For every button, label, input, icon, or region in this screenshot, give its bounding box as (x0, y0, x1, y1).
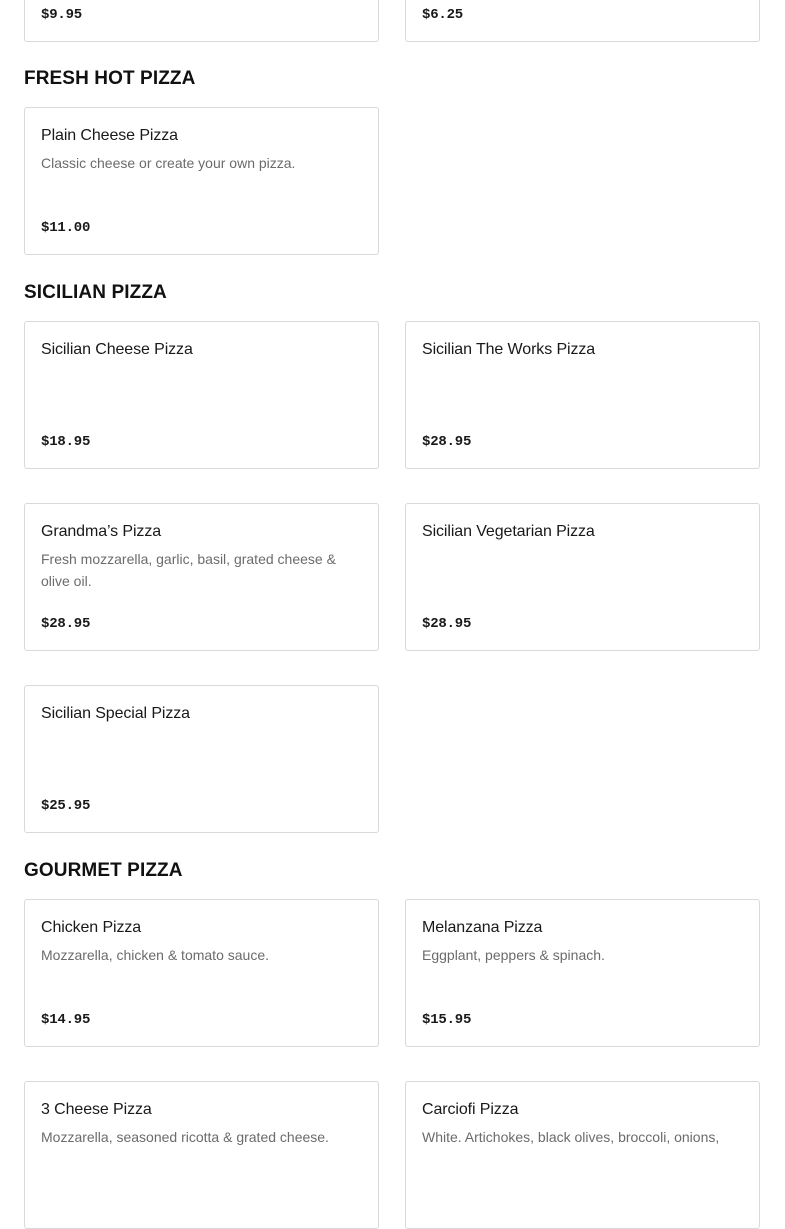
item-price: $14.95 (41, 1012, 91, 1028)
menu-item-card[interactable] (405, 899, 760, 1047)
item-price: $25.95 (41, 798, 91, 814)
item-price: $28.95 (422, 434, 472, 450)
menu-item-card[interactable] (405, 0, 760, 42)
item-description: Classic cheese or create your own pizza. (41, 155, 296, 171)
item-price: $15.95 (422, 1012, 472, 1028)
item-description: Eggplant, peppers & spinach. (422, 947, 605, 963)
item-name: Chicken Pizza (41, 919, 142, 936)
item-description: White. Artichokes, black olives, broccoli, onions, (422, 1129, 720, 1145)
menu-item-card[interactable] (24, 321, 379, 469)
section-title-sicilian-pizza: SICILIAN PIZZA (24, 282, 167, 303)
section-title-gourmet-pizza: GOURMET PIZZA (24, 860, 183, 881)
item-name: Sicilian Vegetarian Pizza (422, 523, 595, 540)
menu-item-card[interactable] (405, 321, 760, 469)
item-price: $18.95 (41, 434, 91, 450)
section-title-fresh-hot-pizza: FRESH HOT PIZZA (24, 68, 196, 89)
item-price: $28.95 (422, 616, 472, 632)
menu-item-card[interactable] (405, 1081, 760, 1229)
item-description: Mozzarella, seasoned ricotta & grated cheese. (41, 1129, 329, 1145)
menu-item-card[interactable] (24, 107, 379, 255)
item-name: Plain Cheese Pizza (41, 127, 178, 144)
item-name: Grandma’s Pizza (41, 523, 162, 540)
item-name: Melanzana Pizza (422, 919, 543, 936)
menu-item-card[interactable] (405, 503, 760, 651)
menu-item-card[interactable] (24, 503, 379, 651)
item-description: Mozzarella, chicken & tomato sauce. (41, 947, 269, 963)
item-name: Sicilian Cheese Pizza (41, 341, 193, 358)
item-name: Sicilian The Works Pizza (422, 341, 596, 358)
item-price: $11.00 (41, 220, 91, 236)
item-name: Sicilian Special Pizza (41, 705, 190, 722)
item-price: $28.95 (41, 616, 91, 632)
item-price: $9.95 (41, 7, 83, 23)
item-price: $6.25 (422, 7, 464, 23)
item-description: Fresh mozzarella, garlic, basil, grated cheese & olive oil. (41, 551, 336, 589)
menu-item-card[interactable] (24, 899, 379, 1047)
item-name: Carciofi Pizza (422, 1101, 519, 1118)
item-name: 3 Cheese Pizza (41, 1101, 152, 1118)
menu-item-card[interactable] (24, 685, 379, 833)
menu-item-card[interactable] (24, 0, 379, 42)
menu-item-card[interactable] (24, 1081, 379, 1229)
